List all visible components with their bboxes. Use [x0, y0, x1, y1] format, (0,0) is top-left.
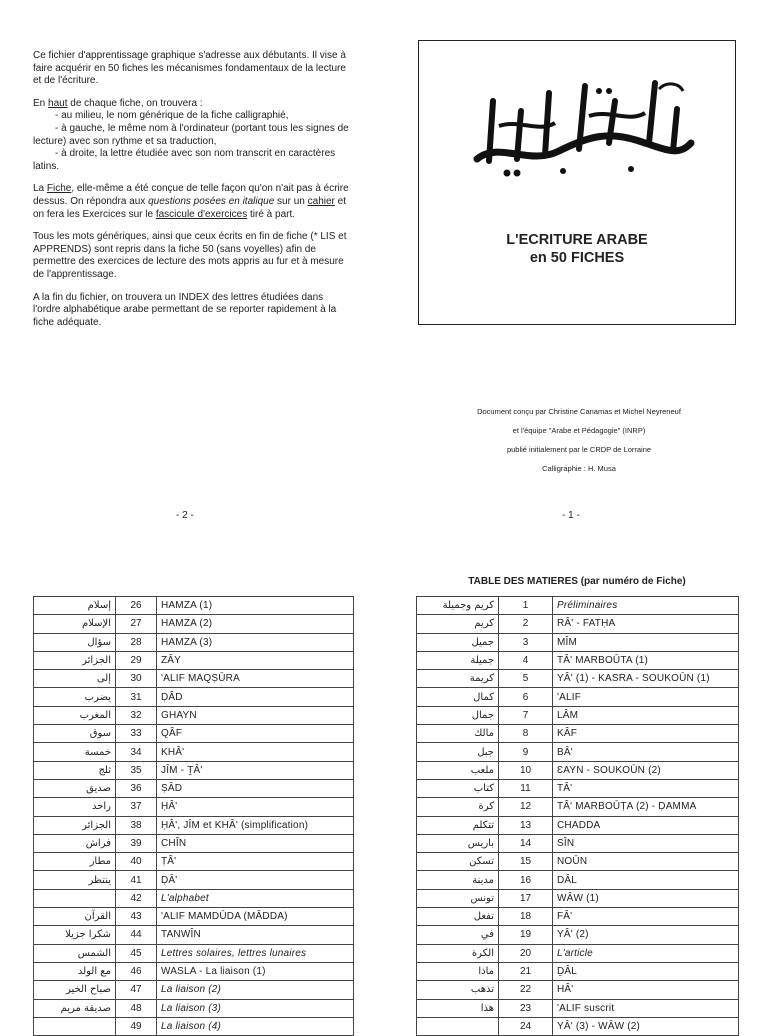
toc-arabic-word: الإسلام — [34, 615, 116, 633]
intro-p3-italic: questions posées en italique — [148, 195, 275, 207]
toc-arabic-word: القرآن — [34, 908, 116, 926]
toc-arabic-word: جبل — [417, 743, 499, 761]
toc-arabic-word: مع الولد — [34, 962, 116, 980]
toc-row — [417, 779, 739, 797]
toc-arabic-word: جمال — [417, 706, 499, 724]
toc-fiche-number: 49 — [116, 1017, 157, 1035]
toc-fiche-number: 12 — [499, 798, 553, 816]
page-number-left: - 2 - — [176, 510, 194, 521]
toc-fiche-number: 42 — [116, 889, 157, 907]
toc-arabic-word: المغرب — [34, 706, 116, 724]
toc-fiche-label: Lettres solaires, lettres lunaires — [157, 944, 354, 962]
toc-arabic-word: الشمس — [34, 944, 116, 962]
toc-fiche-number: 34 — [116, 743, 157, 761]
toc-arabic-word: كريمة — [417, 670, 499, 688]
toc-fiche-label: L'article — [553, 944, 739, 962]
toc-row — [417, 1017, 739, 1035]
toc-fiche-label: DÂL — [553, 871, 739, 889]
toc-fiche-label: ḌÂ' — [157, 871, 354, 889]
cover-title — [419, 231, 735, 267]
toc-row — [34, 853, 354, 871]
toc-fiche-label: YÂ' (3) - WÂW (2) — [553, 1017, 739, 1035]
toc-fiche-label: FÂ' — [553, 908, 739, 926]
toc-row — [34, 871, 354, 889]
toc-arabic-word: الكرة — [417, 944, 499, 962]
intro-paragraph-2 — [33, 98, 353, 111]
toc-fiche-number: 37 — [116, 798, 157, 816]
toc-arabic-word: في — [417, 926, 499, 944]
toc-fiche-label: 'ALIF — [553, 688, 739, 706]
toc-row — [34, 725, 354, 743]
toc-fiche-label: ZÂY — [157, 651, 354, 669]
intro-p3-c: sur un — [274, 195, 308, 207]
toc-row — [417, 871, 739, 889]
intro-p3-fiche: Fiche — [46, 183, 72, 195]
toc-fiche-number: 10 — [499, 761, 553, 779]
intro-p3-a: La — [33, 183, 47, 195]
toc-row — [34, 743, 354, 761]
toc-arabic-word: مطار — [34, 853, 116, 871]
toc-row — [417, 633, 739, 651]
toc-row — [34, 962, 354, 980]
toc-fiche-number: 35 — [116, 761, 157, 779]
toc-arabic-word: جميلة — [417, 651, 499, 669]
toc-fiche-number: 28 — [116, 633, 157, 651]
toc-arabic-word: يضرب — [34, 688, 116, 706]
toc-arabic-word: مالك — [417, 725, 499, 743]
toc-fiche-label: Préliminaires — [553, 597, 739, 615]
toc-table-right — [416, 596, 739, 1036]
toc-fiche-label: JÎM - ṮÂ' — [157, 761, 354, 779]
toc-arabic-word: إسلام — [34, 597, 116, 615]
toc-row — [417, 651, 739, 669]
toc-fiche-label: YÂ' (1) - KASRA - SOUKOŪN (1) — [553, 670, 739, 688]
toc-table-left — [33, 596, 354, 1036]
intro-bullet-3: - à droite, la lettre étudiée avec son nom transcrit en caractères latins. — [33, 148, 336, 172]
toc-row — [417, 798, 739, 816]
toc-fiche-label: WASLA - La liaison (1) — [157, 962, 354, 980]
toc-fiche-label: ṬÂ' — [157, 853, 354, 871]
toc-arabic-word: باريس — [417, 834, 499, 852]
intro-text — [33, 50, 353, 339]
toc-arabic-word: ينتظر — [34, 871, 116, 889]
toc-row — [34, 615, 354, 633]
toc-row — [417, 834, 739, 852]
toc-row — [34, 1017, 354, 1035]
toc-row — [34, 706, 354, 724]
toc-fiche-label: KHÂ' — [157, 743, 354, 761]
toc-fiche-number: 23 — [499, 999, 553, 1017]
toc-row — [34, 834, 354, 852]
toc-row — [417, 688, 739, 706]
toc-arabic-word: سوق — [34, 725, 116, 743]
toc-fiche-number: 7 — [499, 706, 553, 724]
toc-row — [417, 926, 739, 944]
toc-fiche-number: 45 — [116, 944, 157, 962]
toc-fiche-label: La liaison (3) — [157, 999, 354, 1017]
toc-arabic-word: كتاب — [417, 779, 499, 797]
toc-arabic-word: سؤال — [34, 633, 116, 651]
toc-fiche-number: 47 — [116, 981, 157, 999]
toc-arabic-word: تذهب — [417, 981, 499, 999]
toc-fiche-label: 'ALIF MAMDŪDA (MÂDDA) — [157, 908, 354, 926]
toc-arabic-word: فراش — [34, 834, 116, 852]
toc-arabic-word: هذا — [417, 999, 499, 1017]
toc-arabic-word: راحد — [34, 798, 116, 816]
toc-row — [34, 761, 354, 779]
toc-row — [34, 779, 354, 797]
toc-fiche-label: CHÎN — [157, 834, 354, 852]
toc-fiche-label: KÂF — [553, 725, 739, 743]
toc-fiche-label: RÂ' - FATḤA — [553, 615, 739, 633]
toc-fiche-label: ḌÂD — [157, 688, 354, 706]
toc-arabic-word: إلى — [34, 670, 116, 688]
toc-fiche-number: 27 — [116, 615, 157, 633]
toc-row — [417, 889, 739, 907]
toc-row — [34, 908, 354, 926]
intro-bullet-1: - au milieu, le nom générique de la fiche calligraphié, — [55, 110, 289, 122]
intro-p3-b: , elle-même a été conçue de telle façon qu'on n'ait pas à écrire dessus. On répondra aux — [33, 183, 349, 207]
toc-fiche-number: 9 — [499, 743, 553, 761]
credits-line-2: et l'équipe "Arabe et Pédagogie" (INRP) — [512, 426, 646, 435]
toc-row — [34, 597, 354, 615]
toc-arabic-word: صديق — [34, 779, 116, 797]
toc-fiche-label: NOŪN — [553, 853, 739, 871]
toc-arabic-word — [34, 1017, 116, 1035]
toc-row — [417, 999, 739, 1017]
toc-fiche-label: YÂ' (2) — [553, 926, 739, 944]
toc-fiche-number: 41 — [116, 871, 157, 889]
cover-title-line-1: L'ECRITURE ARABE — [506, 232, 648, 248]
toc-row — [34, 981, 354, 999]
toc-row — [34, 688, 354, 706]
toc-fiche-number: 14 — [499, 834, 553, 852]
toc-fiche-label: TÂ' — [553, 779, 739, 797]
toc-fiche-number: 13 — [499, 816, 553, 834]
toc-row — [34, 816, 354, 834]
toc-arabic-word: الجزائر — [34, 816, 116, 834]
toc-fiche-label: LÂM — [553, 706, 739, 724]
toc-row — [417, 981, 739, 999]
toc-fiche-number: 29 — [116, 651, 157, 669]
toc-fiche-number: 33 — [116, 725, 157, 743]
toc-fiche-label: WÂW (1) — [553, 889, 739, 907]
toc-arabic-word: كريم وجميلة — [417, 597, 499, 615]
toc-row — [417, 725, 739, 743]
toc-fiche-number: 32 — [116, 706, 157, 724]
toc-row — [34, 651, 354, 669]
toc-fiche-number: 4 — [499, 651, 553, 669]
toc-arabic-word: كمال — [417, 688, 499, 706]
intro-paragraph-5: A la fin du fichier, on trouvera un INDEX des lettres étudiées dans l'ordre alphabétique arabe permettant de se reporter rapidement à la fiche adéquate. — [33, 291, 337, 328]
credits-line-3: publié initialement par le CRDP de Lorraine — [506, 445, 652, 454]
intro-p3-d: et on fera les Exercices sur le — [33, 195, 347, 220]
toc-fiche-number: 46 — [116, 962, 157, 980]
page-number-right: - 1 - — [562, 510, 580, 521]
toc-fiche-label: GHAYN — [157, 706, 354, 724]
intro-paragraph-1: Ce fichier d'apprentissage graphique s'adresse aux débutants. Il vise à faire acquérir en 50 fiches les mécanismes fondamentaux de la lecture et de l'écriture. — [33, 50, 346, 87]
intro-p2-post: de chaque fiche, on trouvera : — [67, 97, 203, 109]
toc-fiche-number: 43 — [116, 908, 157, 926]
toc-arabic-word: تفعل — [417, 908, 499, 926]
toc-row — [34, 633, 354, 651]
toc-arabic-word: خمسة — [34, 743, 116, 761]
toc-arabic-word: جميل — [417, 633, 499, 651]
toc-fiche-label: ḤÂ', JÎM et KHÂ' (simplification) — [157, 816, 354, 834]
toc-fiche-number: 48 — [116, 999, 157, 1017]
toc-arabic-word: صديقة مريم — [34, 999, 116, 1017]
intro-p2-pre: En — [33, 97, 49, 109]
toc-row — [417, 944, 739, 962]
toc-arabic-word: تونس — [417, 889, 499, 907]
credits-line-1: Document conçu par Christine Canamas et Michel Neyreneuf — [477, 407, 681, 416]
toc-row — [417, 816, 739, 834]
toc-row — [417, 761, 739, 779]
toc-fiche-number: 16 — [499, 871, 553, 889]
toc-fiche-number: 20 — [499, 944, 553, 962]
toc-arabic-word: مدينة — [417, 871, 499, 889]
toc-fiche-number: 31 — [116, 688, 157, 706]
toc-fiche-number: 24 — [499, 1017, 553, 1035]
cover-frame — [418, 40, 736, 325]
toc-arabic-word: تسكن — [417, 853, 499, 871]
toc-arabic-word: ملعب — [417, 761, 499, 779]
toc-row — [34, 944, 354, 962]
toc-row — [417, 962, 739, 980]
toc-fiche-number: 1 — [499, 597, 553, 615]
toc-fiche-label: CHADDA — [553, 816, 739, 834]
toc-fiche-number: 8 — [499, 725, 553, 743]
toc-arabic-word — [417, 1017, 499, 1035]
toc-fiche-number: 30 — [116, 670, 157, 688]
toc-fiche-number: 44 — [116, 926, 157, 944]
toc-fiche-label: La liaison (4) — [157, 1017, 354, 1035]
toc-fiche-label: ḤÂ' — [157, 798, 354, 816]
toc-fiche-label: 'ALIF suscrit — [553, 999, 739, 1017]
toc-fiche-label: TANWÎN — [157, 926, 354, 944]
toc-fiche-number: 19 — [499, 926, 553, 944]
toc-fiche-number: 2 — [499, 615, 553, 633]
intro-bullet-2: - à gauche, le même nom à l'ordinateur (portant tous les signes de lecture) avec son rythme et sa traduction, — [33, 122, 349, 147]
toc-fiche-number: 21 — [499, 962, 553, 980]
toc-row — [417, 670, 739, 688]
toc-row — [34, 999, 354, 1017]
toc-fiche-label: BÂ' — [553, 743, 739, 761]
toc-row — [417, 597, 739, 615]
toc-row — [34, 670, 354, 688]
toc-row — [34, 926, 354, 944]
toc-fiche-label: ḎÂL — [553, 962, 739, 980]
intro-p3-fascicule: fascicule d'exercices — [155, 208, 248, 220]
intro-p2-underline: haut — [48, 97, 68, 109]
toc-fiche-label: SÎN — [553, 834, 739, 852]
toc-fiche-number: 38 — [116, 816, 157, 834]
toc-fiche-label: HAMZA (2) — [157, 615, 354, 633]
toc-row — [417, 853, 739, 871]
toc-row — [417, 908, 739, 926]
toc-fiche-label: HAMZA (3) — [157, 633, 354, 651]
toc-fiche-label: TÂ' MARBOŪTA (1) — [553, 651, 739, 669]
toc-fiche-label: QÂF — [157, 725, 354, 743]
toc-arabic-word: شكرا جزيلا — [34, 926, 116, 944]
toc-fiche-label: TÂ' MARBOŪṬA (2) - ḌAMMA — [553, 798, 739, 816]
toc-fiche-label: HAMZA (1) — [157, 597, 354, 615]
toc-fiche-number: 5 — [499, 670, 553, 688]
cover-title-line-2: en 50 FICHES — [529, 250, 625, 266]
toc-arabic-word: تتكلم — [417, 816, 499, 834]
toc-fiche-label: La liaison (2) — [157, 981, 354, 999]
toc-row — [417, 615, 739, 633]
arabic-calligraphy-logo — [459, 71, 699, 181]
toc-fiche-label: MÎM — [553, 633, 739, 651]
toc-fiche-label: 'ALIF MAQṢŪRA — [157, 670, 354, 688]
toc-arabic-word: كريم — [417, 615, 499, 633]
intro-p3-cahier: cahier — [307, 195, 335, 207]
toc-fiche-number: 11 — [499, 779, 553, 797]
toc-fiche-number: 40 — [116, 853, 157, 871]
toc-fiche-number: 3 — [499, 633, 553, 651]
toc-arabic-word: صباح الخير — [34, 981, 116, 999]
toc-fiche-number: 22 — [499, 981, 553, 999]
intro-p3-e: tiré à part. — [247, 208, 296, 220]
toc-fiche-number: 15 — [499, 853, 553, 871]
toc-fiche-number: 26 — [116, 597, 157, 615]
toc-arabic-word — [34, 889, 116, 907]
toc-fiche-label: ƐAYN - SOUKOŪN (2) — [553, 761, 739, 779]
toc-fiche-number: 18 — [499, 908, 553, 926]
toc-arabic-word: ماذا — [417, 962, 499, 980]
toc-fiche-number: 17 — [499, 889, 553, 907]
toc-fiche-label: ṢÂD — [157, 779, 354, 797]
intro-paragraph-4: Tous les mots génériques, ainsi que ceux écrits en fin de fiche (* LIS et APPRENDS) sont repris dans la fiche 50 (sans voyelles) afin de permettre des exercices de lecture des mots appris au fur et à mesure de l'apprentissage. — [33, 231, 347, 280]
toc-arabic-word: ثلج — [34, 761, 116, 779]
toc-fiche-number: 6 — [499, 688, 553, 706]
toc-fiche-number: 36 — [116, 779, 157, 797]
toc-row — [417, 743, 739, 761]
toc-fiche-label: HÂ' — [553, 981, 739, 999]
credits-line-4: Calligraphie : H. Musa — [542, 464, 616, 473]
toc-title: TABLE DES MATIERES (par numéro de Fiche) — [468, 576, 686, 587]
toc-fiche-number: 39 — [116, 834, 157, 852]
toc-arabic-word: الجزائر — [34, 651, 116, 669]
toc-row — [34, 889, 354, 907]
intro-paragraph-3 — [33, 183, 353, 221]
toc-arabic-word: كرة — [417, 798, 499, 816]
credits — [420, 402, 738, 478]
toc-fiche-label: L'alphabet — [157, 889, 354, 907]
toc-row — [417, 706, 739, 724]
toc-row — [34, 798, 354, 816]
